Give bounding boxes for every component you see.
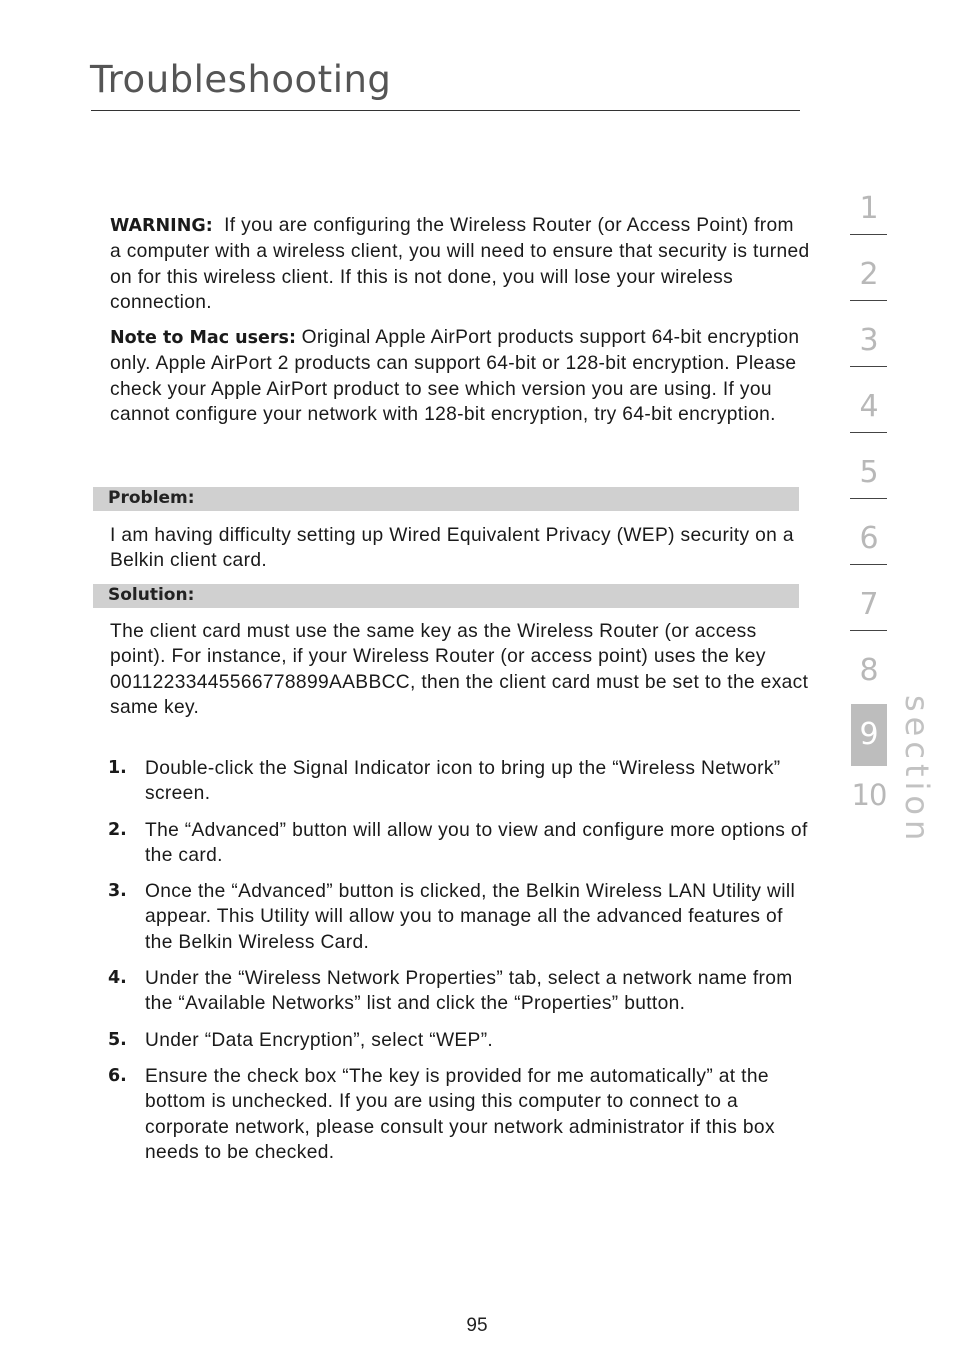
section-nav-item-2[interactable]: 2 (850, 250, 888, 316)
section-nav-item-10[interactable]: 10 (851, 778, 887, 812)
problem-text: I am having difficulty setting up Wired Equivalent Privacy (WEP) security on a Belkin client card. (110, 525, 794, 572)
step-text: Double-click the Signal Indicator icon to bring up the “Wireless Network” screen. (145, 758, 781, 805)
step-text: Under “Data Encryption”, select “WEP”. (145, 1029, 494, 1051)
step-number: 4. (108, 968, 127, 989)
step-item (108, 1028, 808, 1053)
step-item (108, 966, 808, 1017)
page-title: Troubleshooting (90, 58, 392, 101)
step-item (108, 879, 808, 955)
step-number: 5. (108, 1029, 127, 1050)
section-nav-item-6[interactable]: 6 (850, 514, 888, 580)
solution-text: The client card must use the same key as the Wireless Router (or access point). For instance, if your Wireless Router (or access point) uses the key 00112233445566778899AABBCC, then the client card must be set to the exact same key. (110, 621, 809, 718)
step-item (108, 1064, 808, 1165)
mac-note-label: Note to Mac users: (110, 328, 296, 349)
notes-block (110, 213, 810, 427)
section-nav (850, 184, 888, 836)
step-item (108, 756, 808, 807)
problem-label: Problem: (108, 488, 195, 508)
step-number: 1. (108, 758, 127, 778)
step-text: Ensure the check box “The key is provided for me automatically” at the bottom is unchecked. If you are using this computer to connect to a corporate network, please consult your network administrator if this box needs to be checked. (145, 1065, 775, 1163)
page-number: 95 (466, 1315, 488, 1336)
steps-list (108, 756, 808, 1176)
step-number: 6. (108, 1065, 127, 1086)
warning-label: WARNING: (110, 216, 213, 236)
step-text: Once the “Advanced” button is clicked, the Belkin Wireless LAN Utility will appear. This Utility will allow you to manage all the advanced features of the Belkin Wireless Card. (145, 881, 796, 953)
mac-note-text: Original Apple AirPort products support 64-bit encryption only. Apple AirPort 2 products can support 64-bit or 128-bit encryption. Please check your Apple AirPort product to see which version you are using. If you cannot configure your network with 128-bit encryption, try 64-bit encryption. (110, 327, 800, 426)
section-nav-item-3[interactable]: 3 (850, 316, 888, 382)
section-nav-item-1[interactable]: 1 (850, 184, 888, 250)
section-nav-item-4[interactable]: 4 (850, 382, 888, 448)
title-divider (91, 110, 800, 111)
step-number: 3. (108, 881, 127, 902)
section-nav-item-5[interactable]: 5 (850, 448, 888, 514)
warning-note (110, 213, 810, 315)
section-nav-item-8[interactable]: 8 (859, 653, 879, 688)
section-nav-item-7[interactable]: 7 (850, 580, 888, 646)
step-text: Under the “Wireless Network Properties” tab, select a network name from the “Available Networks” list and click the “Properties” button. (145, 968, 793, 1015)
section-nav-item-9-active[interactable]: 9 (850, 704, 888, 770)
step-number: 2. (108, 819, 127, 840)
section-label: section (898, 695, 936, 846)
mac-note (110, 325, 810, 427)
step-item (108, 818, 808, 869)
warning-text: If you are configuring the Wireless Router (or Access Point) from a computer with a wireless client, you will need to ensure that security is turned on for this wireless client. If this is not done, you will lose your wireless connection. (110, 215, 810, 313)
solution-heading-band (93, 584, 799, 608)
problem-heading-band (93, 487, 799, 511)
solution-label: Solution: (108, 585, 195, 605)
step-text: The “Advanced” button will allow you to view and configure more options of the card. (145, 819, 808, 866)
